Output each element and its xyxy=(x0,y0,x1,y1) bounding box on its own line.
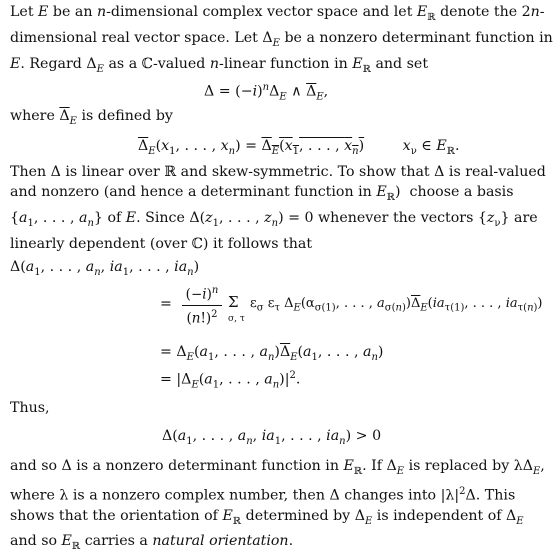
equation-evaluation-line-3: = $\Delta_E(a_1$, . . . , $a_n)\overline{\Delta}_E(a_1$, . . . , $a_n$) xyxy=(160,344,384,363)
summation-body: $\varepsilon_\sigma$ $\varepsilon_\tau$ $\Delta_E(\alpha_{\sigma(1)}$, . . . , $a_{\sigma(n)})\overline{\Delta}_E(ia_{\tau(1)}$, . . . , $ia_{\tau(n)}$) xyxy=(250,296,543,314)
equation-evaluation-line-2: = $(-i)^n$ $(n!)^2$ Σ σ, τ $\varepsilon_\sigma$ $\varepsilon_\tau$ $\Delta_E(\alpha_{\sigma(1)}$, . . . , $a_{\sigma(n)})\overline{\Delta}_E(ia_{\tau(1)}$, . . . , $ia_{\tau(n)}$) xyxy=(160,282,540,330)
summation-index: σ, τ xyxy=(228,314,245,324)
orientation-line-1: and so Δ is a nonzero determinant function in $E_ℝ$. If $\Delta_E$ is replaced by $\lambda\Delta_E$, xyxy=(10,458,545,477)
orientation-line-2: where λ is a nonzero complex number, then Δ changes into $|\lambda|^2\Delta$. This xyxy=(10,485,516,504)
equation-condition: $x_\nu$ ∈ $E_ℝ$. xyxy=(402,138,460,157)
intro-line-1: Let E be an n-dimensional complex vector space and let $E_ℝ$ denote the 2n- xyxy=(10,4,545,23)
linear-line-2: and nonzero (and hence a determinant function in $E_ℝ$) choose a basis xyxy=(10,184,514,203)
fraction: $(-i)^n$ $(n!)^2$ xyxy=(182,282,222,327)
orientation-line-4: and so $E_ℝ$ carries a natural orientation. xyxy=(10,533,294,553)
equation-delta-definition: $\Delta = (-i)^n\Delta_E$ ∧ $\overline{\Delta}_E$, xyxy=(204,82,329,103)
equation-evaluation-line-1: $\Delta(a_1$, . . . , $a_n$, $ia_1$, . . . , $ia_n$) xyxy=(10,259,200,278)
equation-positive: $\Delta(a_1$, . . . , $a_n$, $ia_1$, . . . , $ia_n) > 0$ xyxy=(162,428,382,447)
linear-line-4: linearly dependent (over ℂ) it follows that xyxy=(10,235,313,252)
natural-orientation-term: natural orientation xyxy=(152,533,289,550)
intro-line-3: E. Regard $\Delta_E$ as a ℂ-valued n-linear function in $E_ℝ$ and set xyxy=(10,55,429,75)
paragraph-intro xyxy=(10,2,553,79)
equation-evaluation-line-4: = $|\Delta_E(a_1$, . . . , $a_n)|^2$. xyxy=(160,370,301,391)
orientation-line-3: shows that the orientation of $E_ℝ$ determined by $\Delta_E$ is independent of $\Delta_E$ xyxy=(10,507,524,527)
intro-line-2: dimensional real vector space. Let $\Delta_E$ be a nonzero determinant function in xyxy=(10,29,553,49)
equation-conjugate-definition: $\overline{\Delta}_E(x_1$, . . . , $x_n) = \Delta_E(x_1$, . . . , $x_n$) $x_\nu$ ∈ $E_ℝ$. xyxy=(138,138,460,157)
summation-sign: Σ xyxy=(228,293,239,311)
paragraph-orientation xyxy=(10,456,545,557)
linear-line-1: Then Δ is linear over ℝ and skew-symmetric. To show that Δ is real-valued xyxy=(10,164,546,180)
linear-line-3: {$a_1$, . . . , $a_n$} of E. Since $\Delta(z_1$, . . . , $z_n) = 0$ whenever the vectors $\{z_\nu\}$ are xyxy=(10,209,538,229)
paragraph-where: where $\overline{\Delta}_E$ is defined by xyxy=(10,108,173,127)
paragraph-thus: Thus, xyxy=(10,400,50,416)
paragraph-linear xyxy=(10,162,546,254)
